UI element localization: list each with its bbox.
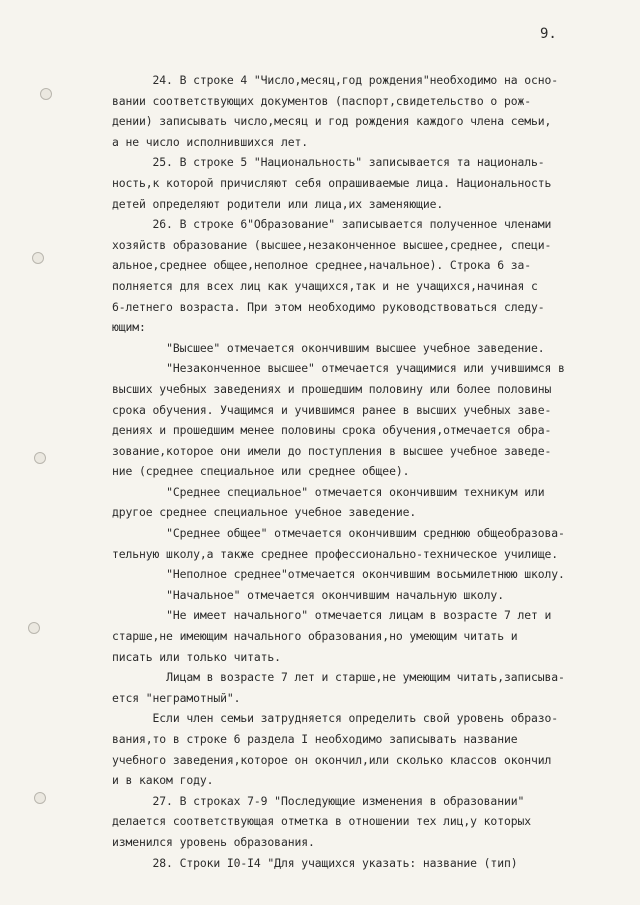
text-line: "Высшее" отмечается окончившим высшее учебное заведение.: [112, 340, 545, 355]
text-line: ние (среднее специальное или среднее общее).: [112, 464, 410, 479]
text-line: Лицам в возрасте 7 лет и старше,не умеющим читать,записыва-: [112, 670, 565, 685]
text-line: "Среднее общее" отмечается окончившим среднюю общеобразова-: [112, 526, 565, 541]
text-line: Если член семьи затрудняется определить свой уровень образо-: [112, 711, 559, 726]
text-line: срока обучения. Учащимся и учившимся ранее в высших учебных заве-: [112, 402, 552, 417]
page-number: 9.: [540, 26, 557, 42]
text-line: а не число исполнившихся лет.: [112, 134, 308, 149]
text-line: дениях и прошедшим менее половины срока обучения,отмечается обра-: [112, 423, 552, 438]
punch-hole-mark: [28, 622, 40, 634]
text-line: зование,которое они имели до поступления в высшее учебное заведе-: [112, 443, 552, 458]
text-line: 26. В строке 6"Образование" записывается полученное членами: [112, 217, 552, 232]
text-line: изменился уровень образования.: [112, 834, 315, 849]
text-line: 27. В строках 7-9 "Последующие изменения в образовании": [112, 793, 525, 808]
text-line: "Незаконченное высшее" отмечается учащимися или учившимся в: [112, 361, 565, 376]
text-line: писать или только читать.: [112, 649, 281, 664]
text-line: ность,к которой причисляют себя опрашиваемые лица. Национальность: [112, 175, 552, 190]
document-body: [112, 70, 622, 873]
text-line: вании соответствующих документов (паспорт,свидетельство о рож-: [112, 93, 531, 108]
text-line: и в каком году.: [112, 773, 214, 788]
text-line: альное,среднее общее,неполное среднее,начальное). Строка 6 за-: [112, 258, 531, 273]
text-line: высших учебных заведениях и прошедшим половину или более половины: [112, 381, 552, 396]
text-line: "Начальное" отмечается окончившим начальную школу.: [112, 587, 504, 602]
text-line: 28. Строки I0-I4 "Для учащихся указать: название (тип): [112, 855, 518, 870]
text-line: 24. В строке 4 "Число,месяц,год рождения"необходимо на осно-: [112, 73, 559, 87]
text-line: учебного заведения,которое он окончил,или сколько классов окончил: [112, 752, 552, 767]
text-line: ется "неграмотный".: [112, 690, 241, 705]
punch-hole-mark: [34, 792, 46, 804]
text-line: тельную школу,а также среднее профессионально-техническое училище.: [112, 546, 559, 561]
punch-hole-mark: [40, 88, 52, 100]
text-line: делается соответствующая отметка в отношении тех лиц,у которых: [112, 814, 531, 829]
text-line: "Не имеет начального" отмечается лицам в возрасте 7 лет и: [112, 608, 552, 623]
punch-hole-mark: [32, 252, 44, 264]
text-line: "Неполное среднее"отмечается окончившим восьмилетнюю школу.: [112, 567, 565, 582]
text-line: старше,не имеющим начального образования,но умеющим читать и: [112, 629, 518, 644]
punch-hole-mark: [34, 452, 46, 464]
text-line: 6-летнего возраста. При этом необходимо руководствоваться следу-: [112, 299, 545, 314]
text-line: 25. В строке 5 "Национальность" записывается та националь-: [112, 155, 545, 170]
text-line: детей определяют родители или лица,их заменяющие.: [112, 196, 444, 211]
text-line: полняется для всех лиц как учащихся,так и не учащихся,начиная с: [112, 278, 538, 293]
text-line: ющим:: [112, 320, 146, 335]
text-line: хозяйств образование (высшее,незаконченное высшее,среднее, специ-: [112, 237, 552, 252]
text-line: "Среднее специальное" отмечается окончившим техникум или: [112, 484, 545, 499]
text-line: вания,то в строке 6 раздела I необходимо записывать название: [112, 732, 518, 746]
text-line: дении) записывать число,месяц и год рождения каждого члена семьи,: [112, 114, 552, 129]
text-line: другое среднее специальное учебное заведение.: [112, 505, 417, 520]
